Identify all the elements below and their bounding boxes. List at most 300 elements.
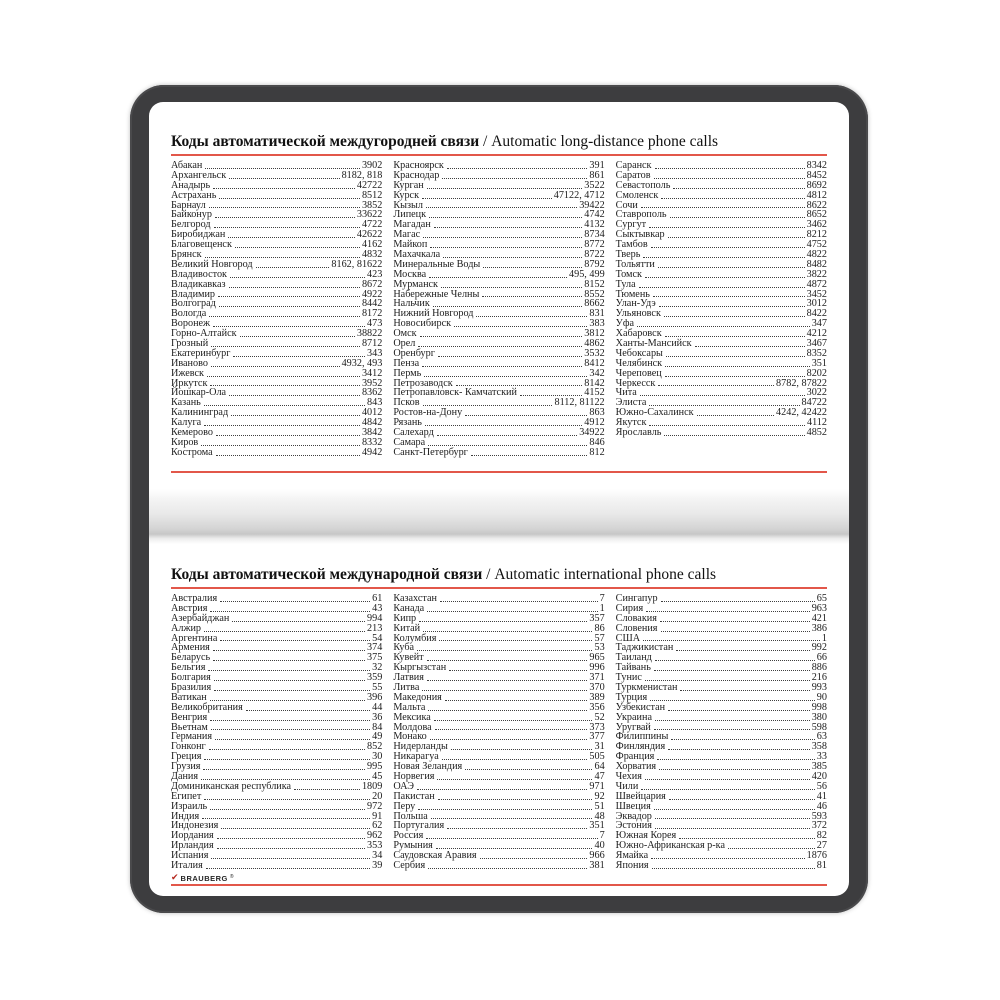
dial-code: 342 xyxy=(589,367,605,379)
page-footer xyxy=(171,873,827,884)
dial-code: 8722 xyxy=(584,249,605,261)
dot-leader xyxy=(210,693,365,701)
dial-code: 66 xyxy=(816,652,827,664)
place-name: Молдова xyxy=(393,721,432,733)
phone-code-row xyxy=(393,792,604,802)
dial-code: 4722 xyxy=(361,219,383,231)
place-name: Ханты-Мансийск xyxy=(615,338,692,350)
place-name: Липецк xyxy=(393,209,427,221)
phone-code-row xyxy=(393,171,604,181)
dial-code: 4112 xyxy=(806,417,827,429)
dot-leader xyxy=(232,614,365,622)
place-name: Словения xyxy=(615,622,658,634)
dial-code: 995 xyxy=(367,761,383,773)
place-name: Индонезия xyxy=(171,820,219,832)
dot-leader xyxy=(418,802,592,810)
dial-code: 347 xyxy=(811,318,827,330)
dot-leader xyxy=(669,792,815,800)
place-name: Южно-Сахалинск xyxy=(615,407,694,419)
place-name: Красноярск xyxy=(393,160,444,171)
place-name: Омск xyxy=(393,328,417,340)
dial-code: 8112, 81122 xyxy=(554,397,605,409)
dot-leader xyxy=(417,643,592,651)
dial-code: 55 xyxy=(372,682,383,694)
dot-leader xyxy=(658,379,774,387)
place-name: Мурманск xyxy=(393,278,438,290)
dot-leader xyxy=(217,841,365,849)
dot-leader xyxy=(204,624,365,632)
code-columns xyxy=(171,594,827,871)
dial-code: 998 xyxy=(811,701,827,713)
place-name: Москва xyxy=(393,268,427,280)
place-name: Филиппины xyxy=(615,731,669,743)
dial-code: 994 xyxy=(367,612,383,624)
dot-leader xyxy=(422,359,582,367)
place-name: Ижевск xyxy=(171,367,205,379)
dot-leader xyxy=(655,821,810,829)
dot-leader xyxy=(655,713,810,721)
dial-code: 47 xyxy=(594,771,605,783)
place-name: Ставрополь xyxy=(615,209,667,221)
dot-leader xyxy=(214,673,365,681)
dial-code: 4852 xyxy=(806,427,827,439)
dial-code: 381 xyxy=(589,860,605,872)
dial-code: 863 xyxy=(589,407,605,419)
place-name: Великобритания xyxy=(171,701,243,713)
dial-code: 8142 xyxy=(584,377,605,389)
dot-leader xyxy=(428,438,587,446)
place-name: Черкесск xyxy=(615,377,656,389)
place-name: Хабаровск xyxy=(615,328,662,340)
place-name: Казахстан xyxy=(393,593,437,604)
dial-code: 39 xyxy=(372,860,383,872)
notebook-cover xyxy=(130,85,868,913)
dot-leader xyxy=(645,270,805,278)
dial-code: 374 xyxy=(367,642,383,654)
phone-code-row xyxy=(616,861,827,871)
dot-leader xyxy=(661,624,810,632)
phone-code-row xyxy=(616,240,827,250)
dot-leader xyxy=(655,161,805,169)
dot-leader xyxy=(423,398,553,406)
code-column-3 xyxy=(616,594,827,871)
dial-code: 391 xyxy=(589,160,605,171)
brand-logo xyxy=(171,874,234,883)
dot-leader xyxy=(440,594,598,602)
place-name: Китай xyxy=(393,622,421,634)
dial-code: 4812 xyxy=(806,189,827,201)
place-name: Анадырь xyxy=(171,179,211,191)
phone-code-row xyxy=(616,388,827,398)
dial-code: 8162, 81622 xyxy=(331,258,383,270)
place-name: Вологда xyxy=(171,308,207,320)
dial-code: 831 xyxy=(589,308,605,320)
dial-code: 421 xyxy=(811,612,827,624)
place-name: Байконур xyxy=(171,209,212,221)
dot-leader xyxy=(447,161,588,169)
dial-code: 8422 xyxy=(806,308,827,320)
dial-code: 92 xyxy=(594,790,605,802)
dot-leader xyxy=(204,752,370,760)
dial-code: 34 xyxy=(372,850,383,862)
place-name: Латвия xyxy=(393,672,424,684)
dot-leader xyxy=(420,329,583,337)
dot-leader xyxy=(442,752,588,760)
dot-leader xyxy=(430,240,582,248)
dial-code: 57 xyxy=(594,632,605,644)
dial-code: 61 xyxy=(372,593,383,604)
place-name: Череповец xyxy=(615,367,662,379)
dot-leader xyxy=(670,210,805,218)
phone-code-row xyxy=(393,448,604,458)
dial-code: 992 xyxy=(811,642,827,654)
dot-leader xyxy=(426,831,597,839)
dot-leader xyxy=(203,762,365,770)
dot-leader xyxy=(664,309,805,317)
place-name: Узбекистан xyxy=(615,701,666,713)
dial-code: 7 xyxy=(599,830,605,842)
place-name: Туркменистан xyxy=(615,682,678,694)
place-name: Таиланд xyxy=(615,652,652,664)
page-title-english: Automatic international phone calls xyxy=(494,566,717,583)
place-name: Казань xyxy=(171,397,201,409)
dot-leader xyxy=(676,643,809,651)
footer-rule xyxy=(171,884,827,886)
dot-leader xyxy=(476,309,587,317)
dot-leader xyxy=(437,772,592,780)
dial-code: 213 xyxy=(367,622,383,634)
dot-leader xyxy=(645,673,810,681)
place-name: Самара xyxy=(393,436,426,448)
dot-leader xyxy=(480,851,588,859)
place-name: Армения xyxy=(171,642,210,654)
dot-leader xyxy=(294,782,360,790)
dot-leader xyxy=(437,428,577,436)
place-name: Алжир xyxy=(171,622,202,634)
dot-leader xyxy=(427,653,588,661)
place-name: Екатеринбург xyxy=(171,347,231,359)
dot-leader xyxy=(233,349,365,357)
dot-leader xyxy=(655,812,810,820)
dot-leader xyxy=(436,841,593,849)
place-name: Оренбург xyxy=(393,347,435,359)
place-name: Япония xyxy=(615,860,649,872)
dial-code: 3452 xyxy=(806,288,827,300)
place-name: Израиль xyxy=(171,800,208,812)
place-name: Томск xyxy=(615,268,642,280)
dial-code: 8342 xyxy=(806,160,827,171)
phone-code-row xyxy=(616,309,827,319)
dot-leader xyxy=(423,624,592,632)
dot-leader xyxy=(651,240,805,248)
dot-leader xyxy=(205,250,360,258)
page-title xyxy=(171,566,827,584)
place-name: Воронеж xyxy=(171,318,211,330)
dial-code: 91 xyxy=(372,810,383,822)
dial-code: 4912 xyxy=(584,417,605,429)
dial-code: 54 xyxy=(372,632,383,644)
dot-leader xyxy=(431,812,593,820)
dot-leader xyxy=(728,841,815,849)
page-title-russian: Коды автоматической международной связи xyxy=(171,566,483,583)
dial-code: 357 xyxy=(589,612,605,624)
dot-leader xyxy=(210,604,370,612)
dial-code: 963 xyxy=(811,602,827,614)
page-international xyxy=(171,566,827,886)
dot-leader xyxy=(211,723,370,731)
place-name: Минеральные Воды xyxy=(393,258,481,270)
dot-leader xyxy=(454,319,587,327)
dial-code: 420 xyxy=(811,771,827,783)
dot-leader xyxy=(210,713,370,721)
code-columns xyxy=(171,161,827,458)
dot-leader xyxy=(201,438,360,446)
dial-code: 1 xyxy=(821,632,827,644)
dot-leader xyxy=(465,762,592,770)
dot-leader xyxy=(217,831,365,839)
place-name: Египет xyxy=(171,790,202,802)
place-name: Польша xyxy=(393,810,428,822)
dial-code: 47122, 4712 xyxy=(553,189,605,201)
dot-leader xyxy=(641,782,815,790)
dial-code: 3467 xyxy=(806,338,827,350)
place-name: Азербайджан xyxy=(171,612,230,624)
dial-code: 1876 xyxy=(806,850,827,862)
place-name: Италия xyxy=(171,860,203,872)
phone-code-row xyxy=(393,643,604,653)
dial-code: 8212 xyxy=(806,229,827,241)
dot-leader xyxy=(695,339,805,347)
dot-leader xyxy=(205,161,360,169)
dot-leader xyxy=(434,220,583,228)
dot-leader xyxy=(659,762,810,770)
phone-code-row xyxy=(171,802,382,812)
dot-leader xyxy=(697,408,774,416)
dial-code: 33622 xyxy=(356,209,383,221)
place-name: Грузия xyxy=(171,761,201,773)
dot-leader xyxy=(482,290,582,298)
dial-code: 40 xyxy=(594,840,605,852)
dot-leader xyxy=(204,398,365,406)
footer-rule xyxy=(171,471,827,473)
dot-leader xyxy=(231,408,360,416)
phone-code-row xyxy=(171,408,382,418)
dot-leader xyxy=(653,290,805,298)
phone-code-row xyxy=(171,752,382,762)
phone-code-row xyxy=(171,762,382,772)
place-name: Санкт-Петербург xyxy=(393,446,468,458)
place-name: Ямайка xyxy=(615,850,649,862)
place-name: Македония xyxy=(393,691,442,703)
dial-code: 53 xyxy=(594,642,605,654)
dial-code: 8662 xyxy=(584,298,605,310)
phone-code-row xyxy=(171,428,382,438)
dial-code: 370 xyxy=(589,682,605,694)
dot-leader xyxy=(240,329,355,337)
place-name: Мальта xyxy=(393,701,426,713)
phone-code-row xyxy=(616,408,827,418)
dot-leader xyxy=(229,388,360,396)
place-name: Сочи xyxy=(615,199,638,211)
phone-code-row xyxy=(393,329,604,339)
phone-code-row xyxy=(393,594,604,604)
place-name: Иваново xyxy=(171,357,208,369)
place-name: Тайвань xyxy=(615,662,651,674)
dot-leader xyxy=(211,851,370,859)
place-name: Колумбия xyxy=(393,632,437,644)
dial-code: 423 xyxy=(367,268,383,280)
place-name: Владивосток xyxy=(171,268,228,280)
code-column-1 xyxy=(171,594,382,871)
dial-code: 3842 xyxy=(361,427,383,439)
dial-code: 4132 xyxy=(584,219,605,231)
dial-code: 42722 xyxy=(356,179,383,191)
dial-code: 972 xyxy=(367,800,383,812)
dot-leader xyxy=(645,772,810,780)
dial-code: 371 xyxy=(589,672,605,684)
place-name: Никарагуа xyxy=(393,751,439,763)
dot-leader xyxy=(465,408,587,416)
dial-code: 43 xyxy=(372,602,383,614)
place-name: Швеция xyxy=(615,800,651,812)
dial-code: 39422 xyxy=(579,199,605,211)
place-name: Мексика xyxy=(393,711,431,723)
phone-code-row xyxy=(171,614,382,624)
place-name: Ирландия xyxy=(171,840,214,852)
place-name: Румыния xyxy=(393,840,433,852)
phone-code-row xyxy=(616,762,827,772)
place-name: Новая Зеландия xyxy=(393,761,463,773)
dot-leader xyxy=(216,428,360,436)
place-name: Германия xyxy=(171,731,213,743)
dial-code: 3522 xyxy=(584,179,605,191)
dot-leader xyxy=(639,280,805,288)
phone-code-row xyxy=(393,634,604,644)
place-name: Австрия xyxy=(171,602,208,614)
place-name: Махачкала xyxy=(393,249,441,261)
dial-code: 8172 xyxy=(361,308,383,320)
place-name: Чили xyxy=(615,780,639,792)
place-name: Россия xyxy=(393,830,424,842)
phone-code-row xyxy=(171,388,382,398)
place-name: Чехия xyxy=(615,771,642,783)
place-name: Сингапур xyxy=(615,593,658,604)
dial-code: 966 xyxy=(589,850,605,862)
dot-leader xyxy=(655,653,815,661)
dial-code: 8622 xyxy=(806,199,827,211)
dot-leader xyxy=(429,270,567,278)
dot-leader xyxy=(211,359,340,367)
phone-code-row xyxy=(616,270,827,280)
dial-code: 8452 xyxy=(806,169,827,181)
phone-code-row xyxy=(616,379,827,389)
place-name: Монако xyxy=(393,731,427,743)
place-name: Норвегия xyxy=(393,771,435,783)
dial-code: 8442 xyxy=(361,298,383,310)
dial-code: 4942 xyxy=(361,446,383,458)
phone-code-row xyxy=(616,663,827,673)
place-name: Брянск xyxy=(171,249,202,261)
place-name: Дания xyxy=(171,771,199,783)
dial-code: 593 xyxy=(811,810,827,822)
dial-code: 396 xyxy=(367,691,383,703)
place-name: Рязань xyxy=(393,417,422,429)
dot-leader xyxy=(654,802,815,810)
dial-code: 4752 xyxy=(806,239,827,251)
dial-code: 8692 xyxy=(806,179,827,191)
place-name: Кыргызстан xyxy=(393,662,447,674)
place-name: Кызыл xyxy=(393,199,423,211)
page-title-english: Automatic long-distance phone calls xyxy=(491,133,719,150)
dial-code: 8772 xyxy=(584,239,605,251)
dial-code: 8652 xyxy=(806,209,827,221)
place-name: Сургут xyxy=(615,219,647,231)
dial-code: 7 xyxy=(599,593,605,604)
page-title-russian: Коды автоматической междугородней связи xyxy=(171,133,480,150)
place-name: Чебоксары xyxy=(615,347,663,359)
dial-code: 8362 xyxy=(361,387,383,399)
dot-leader xyxy=(443,250,582,258)
dot-leader xyxy=(215,732,370,740)
code-column-2 xyxy=(393,161,604,458)
dot-leader xyxy=(654,171,805,179)
dot-leader xyxy=(658,260,805,268)
place-name: Индия xyxy=(171,810,200,822)
dial-code: 4212 xyxy=(806,328,827,340)
phone-code-row xyxy=(616,594,827,604)
place-name: Вьетнам xyxy=(171,721,208,733)
phone-code-row xyxy=(393,614,604,624)
dot-leader xyxy=(418,339,582,347)
dot-leader xyxy=(441,280,582,288)
place-name: Петрозаводск xyxy=(393,377,453,389)
dot-leader xyxy=(640,388,805,396)
dial-code: 993 xyxy=(811,682,827,694)
phone-code-row xyxy=(171,742,382,752)
place-name: Грозный xyxy=(171,338,209,350)
place-name: Ульяновск xyxy=(615,308,661,320)
phone-code-row xyxy=(393,673,604,683)
place-name: Кипр xyxy=(393,612,417,624)
dot-leader xyxy=(424,369,587,377)
dial-code: 3012 xyxy=(806,298,827,310)
place-name: Литва xyxy=(393,682,420,694)
place-name: Майкоп xyxy=(393,239,428,251)
dot-leader xyxy=(643,634,820,642)
place-name: Греция xyxy=(171,751,202,763)
dot-leader xyxy=(659,299,805,307)
place-name: Горно-Алтайск xyxy=(171,328,237,340)
dial-code: 495, 499 xyxy=(569,268,605,280)
place-name: Челябинск xyxy=(615,357,663,369)
dot-leader xyxy=(649,398,799,406)
dial-code: 8672 xyxy=(361,278,383,290)
dot-leader xyxy=(428,861,587,869)
dot-leader xyxy=(654,723,810,731)
dial-code: 8482 xyxy=(806,258,827,270)
place-name: Хорватия xyxy=(615,761,657,773)
dial-code: 84722 xyxy=(801,397,827,409)
place-name: Пакистан xyxy=(393,790,435,802)
phone-code-row xyxy=(616,191,827,201)
dial-code: 84 xyxy=(372,721,383,733)
place-name: Волгоград xyxy=(171,298,216,310)
place-name: Тунис xyxy=(615,672,642,684)
dial-code: 27 xyxy=(816,840,827,852)
dot-leader xyxy=(218,290,360,298)
dot-leader xyxy=(228,230,355,238)
dial-code: 8512 xyxy=(361,189,383,201)
